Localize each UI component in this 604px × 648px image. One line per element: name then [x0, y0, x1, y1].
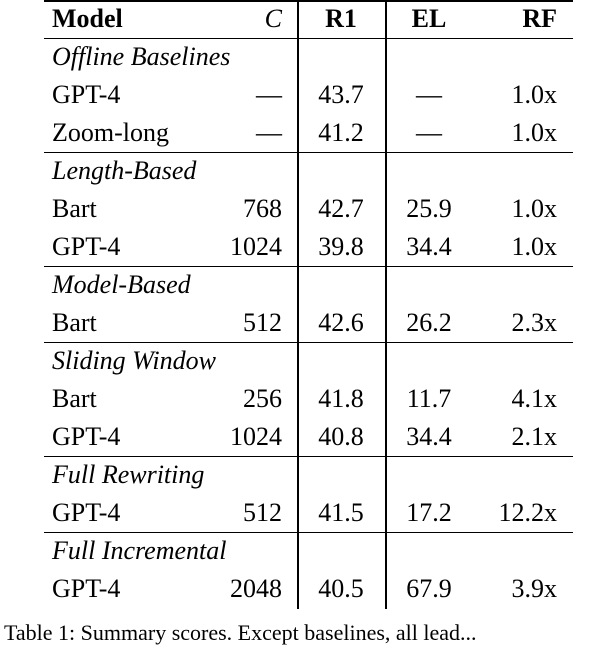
- cell-c: 768: [243, 194, 282, 223]
- header-model: Model: [52, 4, 123, 33]
- cell-rf: 2.1x: [511, 422, 557, 451]
- table-row: [0, 418, 604, 456]
- cell-model: GPT-4: [52, 80, 121, 109]
- section-title: Model-Based: [52, 270, 191, 299]
- cell-model: Zoom-long: [52, 118, 169, 147]
- header-c: C: [264, 4, 282, 33]
- cell-rf: 2.3x: [511, 308, 557, 337]
- cell-rf: 1.0x: [511, 118, 557, 147]
- cell-el: 17.2: [406, 498, 452, 527]
- cell-el: —: [416, 80, 442, 109]
- cell-el: —: [416, 118, 442, 147]
- table-row: [0, 76, 604, 114]
- table-row: [0, 380, 604, 418]
- cell-model: Bart: [52, 384, 97, 413]
- cell-el: 34.4: [406, 232, 452, 261]
- header-el: EL: [411, 4, 447, 33]
- cell-c: 512: [243, 498, 282, 527]
- cell-model: Bart: [52, 194, 97, 223]
- cell-r1: 41.5: [318, 498, 364, 527]
- table-row: [0, 570, 604, 608]
- table-header-row: [0, 0, 604, 38]
- table-row: [0, 114, 604, 152]
- cell-model: GPT-4: [52, 422, 121, 451]
- section-title-row: [0, 456, 604, 494]
- cell-el: 67.9: [406, 574, 452, 603]
- cell-c: —: [256, 118, 282, 147]
- cell-rf: 1.0x: [511, 80, 557, 109]
- cell-r1: 40.8: [318, 422, 364, 451]
- cell-model: GPT-4: [52, 232, 121, 261]
- cell-rf: 1.0x: [511, 194, 557, 223]
- cell-c: 512: [243, 308, 282, 337]
- section-title: Offline Baselines: [52, 42, 231, 71]
- table-row: [0, 190, 604, 228]
- cell-r1: 41.8: [318, 384, 364, 413]
- cell-model: Bart: [52, 308, 97, 337]
- section-title-row: [0, 38, 604, 76]
- cell-el: 25.9: [406, 194, 452, 223]
- section-title: Full Incremental: [52, 536, 227, 565]
- cell-model: GPT-4: [52, 498, 121, 527]
- cell-el: 26.2: [406, 308, 452, 337]
- section-title-row: [0, 342, 604, 380]
- cell-rf: 4.1x: [511, 384, 557, 413]
- table-row: [0, 494, 604, 532]
- cell-rf: 1.0x: [511, 232, 557, 261]
- cell-r1: 40.5: [318, 574, 364, 603]
- cell-el: 34.4: [406, 422, 452, 451]
- cell-r1: 41.2: [318, 118, 364, 147]
- header-rf: RF: [522, 4, 557, 33]
- section-title: Full Rewriting: [52, 460, 205, 489]
- table-row: [0, 228, 604, 266]
- cell-c: 2048: [230, 574, 282, 603]
- cell-r1: 42.7: [318, 194, 364, 223]
- cell-el: 11.7: [406, 384, 452, 413]
- table-caption: Table 1: Summary scores. Except baselines, all lead...: [4, 620, 477, 645]
- section-title: Length-Based: [52, 156, 197, 185]
- cell-c: —: [256, 80, 282, 109]
- section-title: Sliding Window: [52, 346, 216, 375]
- section-title-row: [0, 532, 604, 570]
- cell-model: GPT-4: [52, 574, 121, 603]
- cell-c: 256: [243, 384, 282, 413]
- section-title-row: [0, 152, 604, 190]
- cell-c: 1024: [230, 232, 282, 261]
- cell-r1: 42.6: [318, 308, 364, 337]
- cell-c: 1024: [230, 422, 282, 451]
- cell-rf: 12.2x: [498, 498, 557, 527]
- cell-r1: 39.8: [318, 232, 364, 261]
- header-r1: R1: [325, 4, 357, 33]
- cell-rf: 3.9x: [511, 574, 557, 603]
- cell-r1: 43.7: [318, 80, 364, 109]
- section-title-row: [0, 266, 604, 304]
- table-row: [0, 304, 604, 342]
